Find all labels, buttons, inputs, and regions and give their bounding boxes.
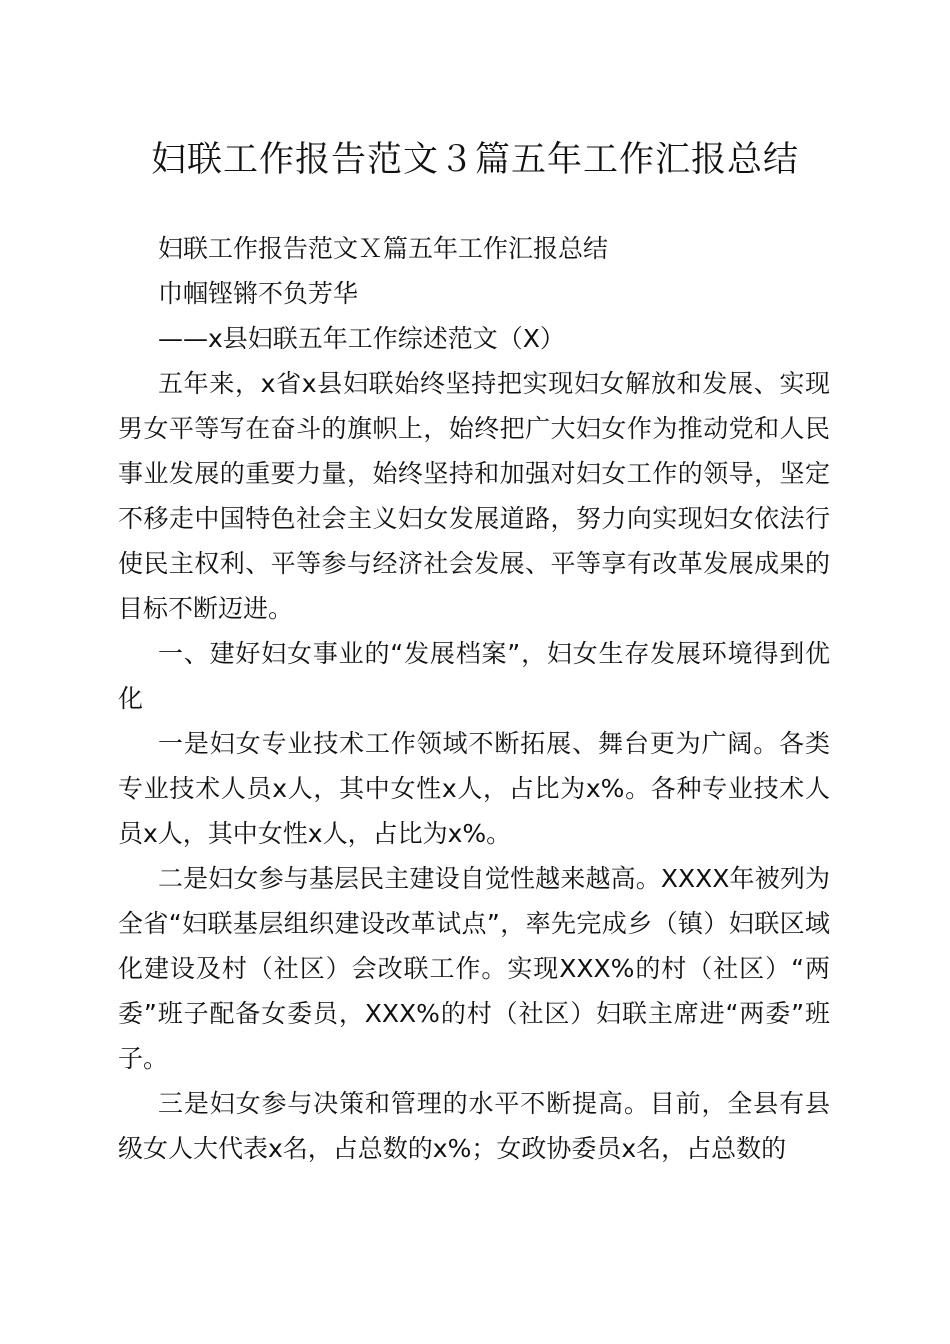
paragraph-point-3: 三是妇女参与决策和管理的水平不断提高。目前，全县有县级女人大代表x名，占总数的x%；女政协委员x名，占总数的	[118, 1089, 830, 1163]
paragraph-point-1: 一是妇女专业技术工作领域不断拓展、舞台更为广阔。各类专业技术人员x人，其中女性x人，占比为x%。各种专业技术人员x人，其中女性x人，占比为x%。	[118, 729, 830, 848]
section-heading-1: 一、建好妇女事业的“发展档案”，妇女生存发展环境得到优化	[118, 639, 830, 713]
paragraph-point-2: 二是妇女参与基层民主建设自觉性越来越高。XXXX年被列为全省“妇联基层组织建设改革试点”，率先完成乡（镇）妇联区域化建设及村（社区）会改联工作。实现XXX%的村（社区）“两委”班子配备女委员，XXX%的村（社区）妇联主席进“两委”班子。	[118, 864, 830, 1073]
subtitle-line: 妇联工作报告范文Ｘ篇五年工作汇报总结	[158, 234, 609, 263]
slogan-line: 巾帼铿锵不负芳华	[158, 279, 359, 308]
byline: ——x县妇联五年工作综述范文（X）	[158, 324, 565, 353]
document-title: 妇联工作报告范文３篇五年工作汇报总结	[150, 140, 799, 180]
document-body	[118, 226, 830, 1171]
intro-paragraph: 五年来，x省x县妇联始终坚持把实现妇女解放和发展、实现男女平等写在奋斗的旗帜上，始终把广大妇女作为推动党和人民事业发展的重要力量，始终坚持和加强对妇女工作的领导，坚定不移走中国特色社会主义妇女发展道路，努力向实现妇女依法行使民主权利、平等参与经济社会发展、平等享有改革发展成果的目标不断迈进。	[118, 369, 830, 623]
